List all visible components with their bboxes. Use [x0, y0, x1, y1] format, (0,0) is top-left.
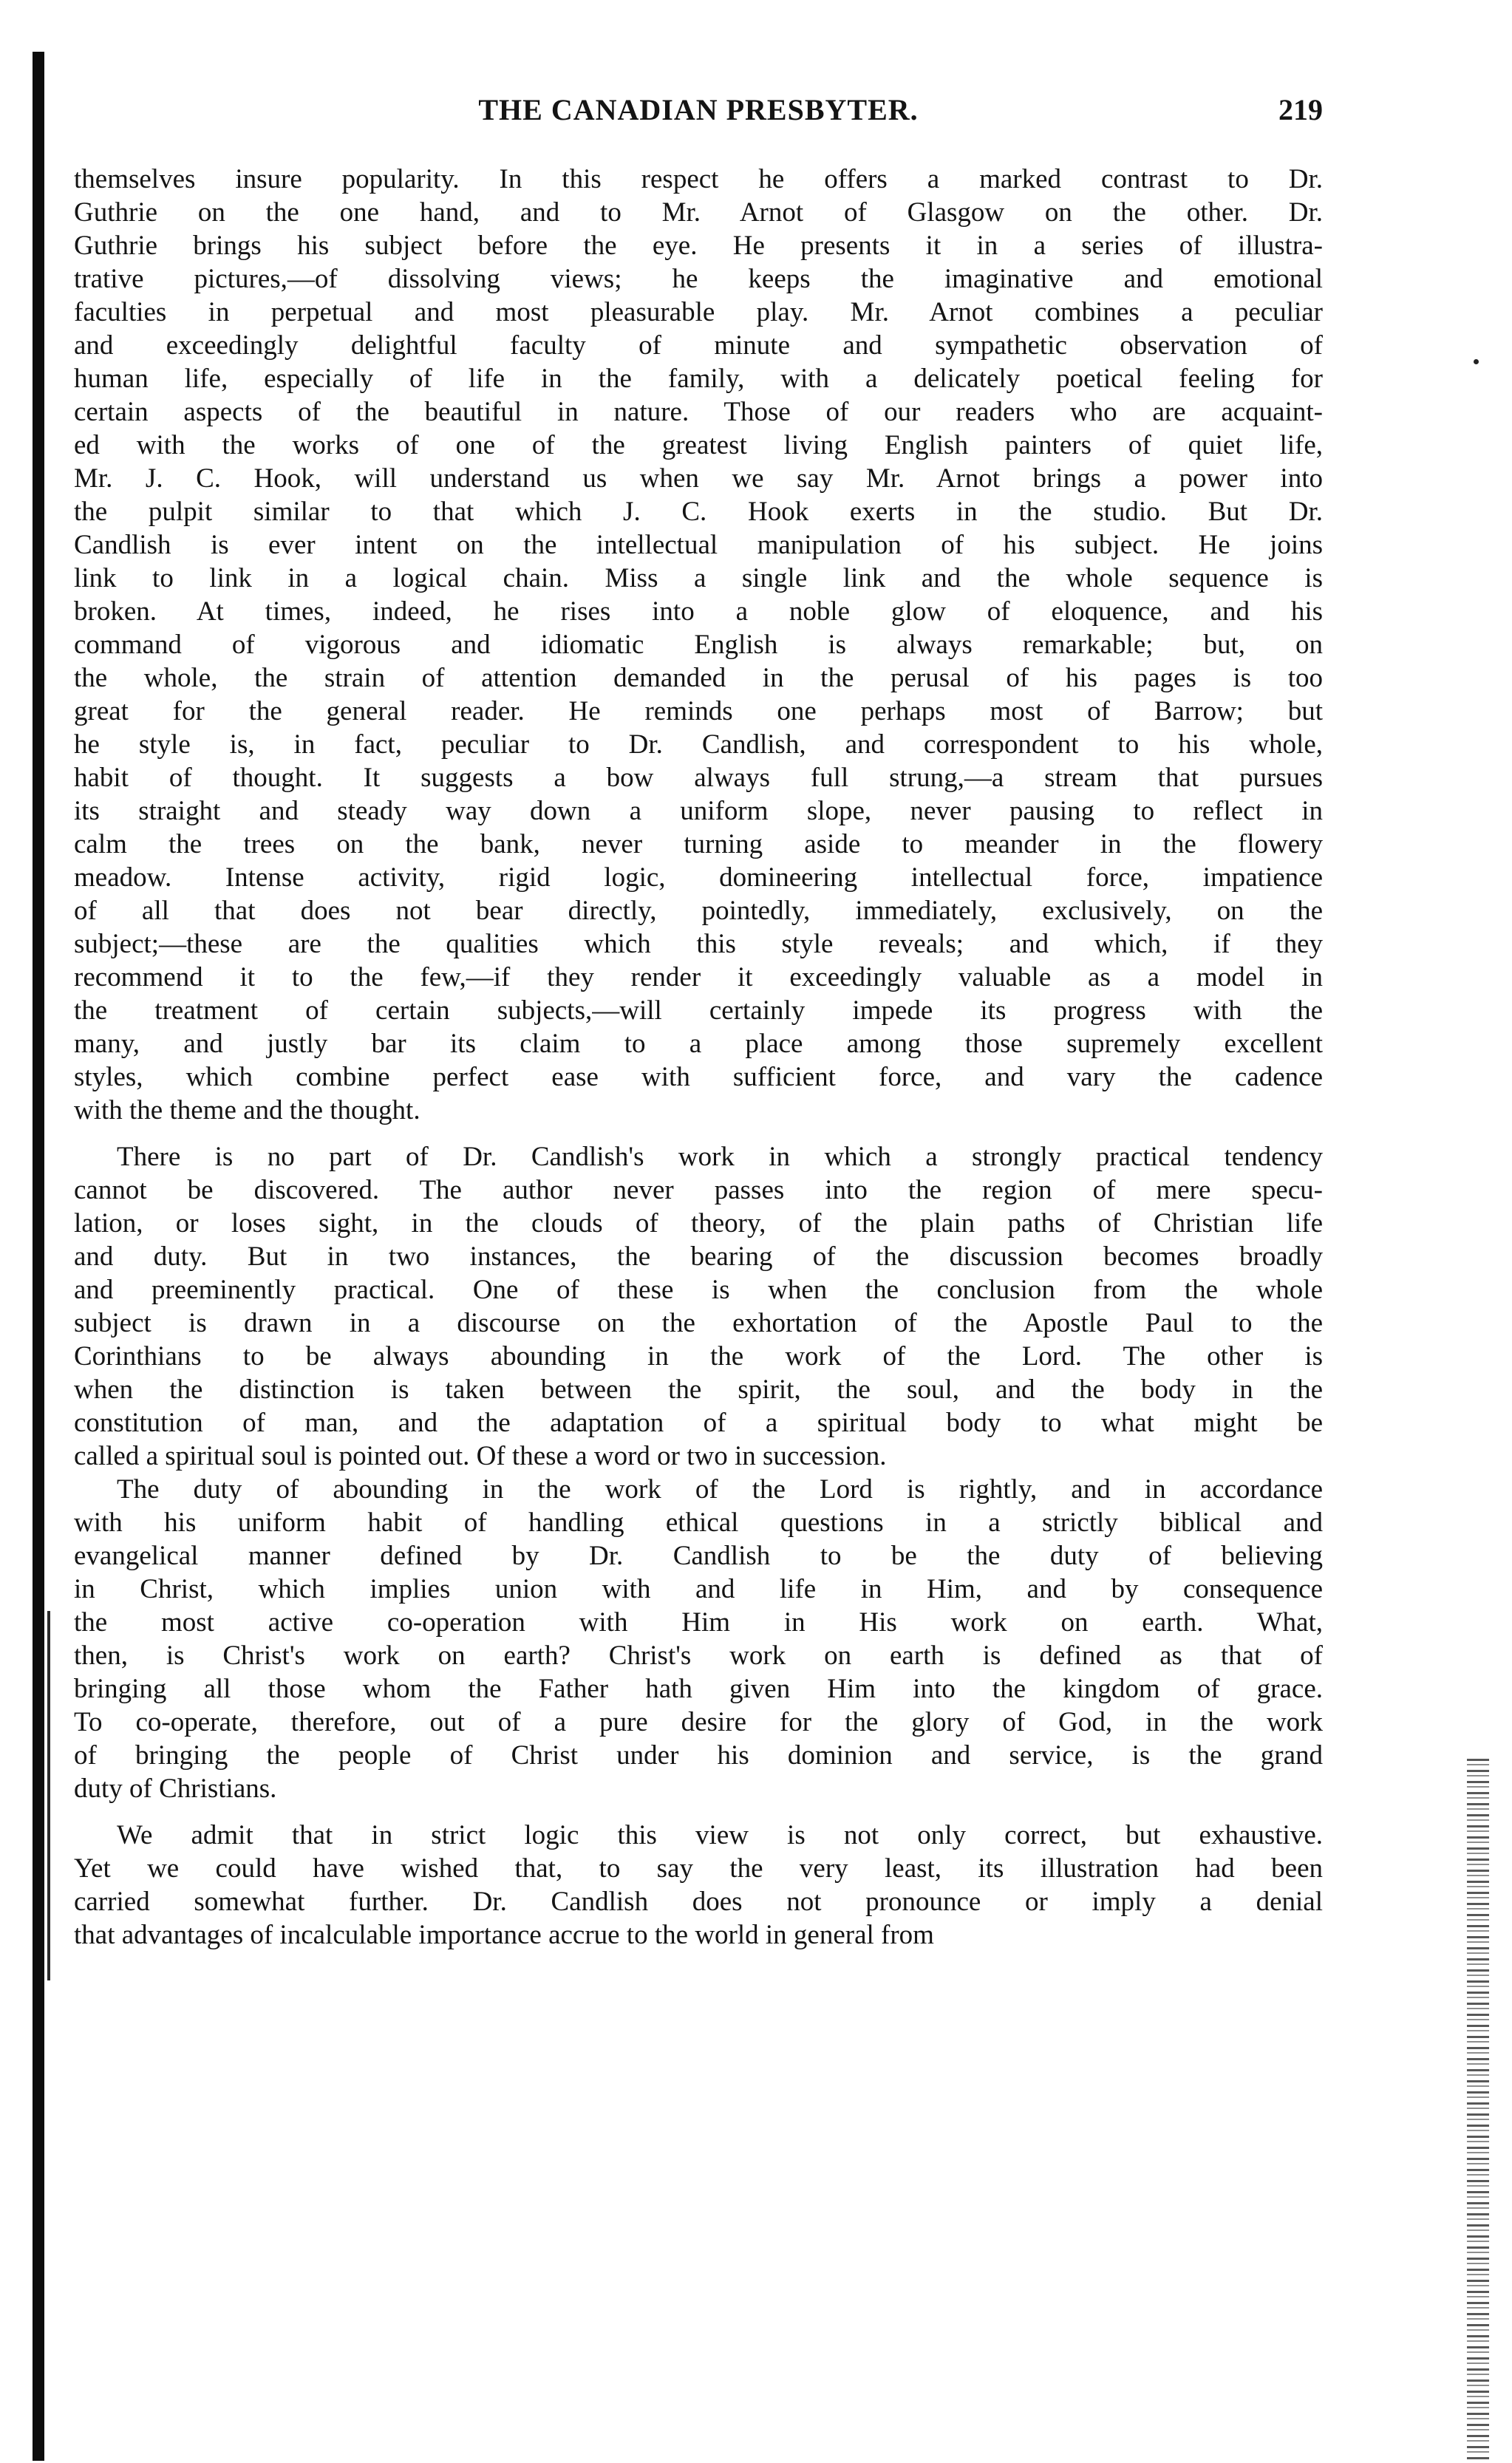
text-line: calm the trees on the bank, never turning aside to meander in the flowery [74, 829, 1323, 859]
paragraph-gap [74, 1805, 1323, 1819]
text-line: faculties in perpetual and most pleasurable play. Mr. Arnot combines a peculiar [74, 297, 1323, 327]
binding-shadow-inner [47, 1611, 50, 1980]
text-line: There is no part of Dr. Candlish's work in which a strongly practical tendency [117, 1142, 1323, 1172]
text-line: The duty of abounding in the work of the Lord is rightly, and in accordance [117, 1474, 1323, 1505]
paragraph [74, 1819, 1323, 1952]
paragraph [74, 1140, 1323, 1473]
running-title: THE CANADIAN PRESBYTER. [478, 93, 919, 126]
text-line: duty of Christians. [74, 1774, 277, 1804]
text-line: the treatment of certain subjects,—will certainly impede its progress with the [74, 995, 1323, 1026]
text-line: and duty. But in two instances, the bearing of the discussion becomes broadly [74, 1241, 1323, 1272]
text-line: that advantages of incalculable importance accrue to the world in general from [74, 1920, 934, 1950]
text-line: then, is Christ's work on earth? Christ's work on earth is defined as that of [74, 1641, 1323, 1671]
text-line: Guthrie brings his subject before the eye. He presents it in a series of illustra- [74, 231, 1323, 261]
text-line: and preeminently practical. One of these is when the conclusion from the whole [74, 1275, 1323, 1305]
binding-shadow [33, 52, 44, 2461]
text-line: many, and justly bar its claim to a place among those supremely excellent [74, 1029, 1323, 1059]
running-head [74, 92, 1323, 137]
text-line: Corinthians to be always abounding in the work of the Lord. The other is [74, 1341, 1323, 1372]
page-number: 219 [1278, 93, 1323, 126]
text-line: cannot be discovered. The author never passes into the region of mere specu- [74, 1175, 1323, 1205]
text-line: To co-operate, therefore, out of a pure desire for the glory of God, in the work [74, 1707, 1323, 1737]
text-line: command of vigorous and idiomatic English is always remarkable; but, on [74, 630, 1323, 660]
text-line: its straight and steady way down a uniform slope, never pausing to reflect in [74, 796, 1323, 826]
paragraph [74, 163, 1323, 1127]
text-line: Candlish is ever intent on the intellectual manipulation of his subject. He joins [74, 530, 1323, 560]
text-line: link to link in a logical chain. Miss a single link and the whole sequence is [74, 563, 1323, 593]
text-line: of all that does not bear directly, pointedly, immediately, exclusively, on the [74, 896, 1323, 926]
text-line: carried somewhat further. Dr. Candlish does not pronounce or imply a denial [74, 1887, 1323, 1917]
text-line: the most active co-operation with Him in His work on earth. What, [74, 1607, 1323, 1638]
text-line: styles, which combine perfect ease with sufficient force, and vary the cadence [74, 1062, 1323, 1092]
text-line: with the theme and the thought. [74, 1095, 420, 1125]
text-line: We admit that in strict logic this view is not only correct, but exhaustive. [117, 1820, 1323, 1850]
margin-mark [1474, 359, 1479, 364]
text-line: Guthrie on the one hand, and to Mr. Arnot of Glasgow on the other. Dr. [74, 197, 1323, 228]
text-line: of bringing the people of Christ under his dominion and service, is the grand [74, 1740, 1323, 1771]
text-line: trative pictures,—of dissolving views; he keeps the imaginative and emotional [74, 264, 1323, 294]
body-text [74, 163, 1323, 1952]
text-line: and exceedingly delightful faculty of minute and sympathetic observation of [74, 330, 1323, 361]
text-line: lation, or loses sight, in the clouds of theory, of the plain paths of Christian life [74, 1208, 1323, 1239]
text-line: ed with the works of one of the greatest living English painters of quiet life, [74, 430, 1323, 460]
text-line: Yet we could have wished that, to say the very least, its illustration had been [74, 1853, 1323, 1884]
text-line: evangelical manner defined by Dr. Candlish to be the duty of believing [74, 1541, 1323, 1571]
paragraph-gap [74, 1127, 1323, 1140]
text-line: in Christ, which implies union with and life in Him, and by consequence [74, 1574, 1323, 1604]
text-line: bringing all those whom the Father hath given Him into the kingdom of grace. [74, 1674, 1323, 1704]
text-line: broken. At times, indeed, he rises into a noble glow of eloquence, and his [74, 596, 1323, 627]
text-line: human life, especially of life in the family, with a delicately poetical feeling for [74, 364, 1323, 394]
text-line: great for the general reader. He reminds one perhaps most of Barrow; but [74, 696, 1323, 726]
text-line: certain aspects of the beautiful in nature. Those of our readers who are acquaint- [74, 397, 1323, 427]
text-line: themselves insure popularity. In this respect he offers a marked contrast to Dr. [74, 164, 1323, 194]
text-line: when the distinction is taken between the spirit, the soul, and the body in the [74, 1374, 1323, 1405]
text-line: subject is drawn in a discourse on the exhortation of the Apostle Paul to the [74, 1308, 1323, 1338]
text-line: he style is, in fact, peculiar to Dr. Candlish, and correspondent to his whole, [74, 729, 1323, 760]
paragraph [74, 1473, 1323, 1805]
text-line: the pulpit similar to that which J. C. Hook exerts in the studio. But Dr. [74, 497, 1323, 527]
text-line: habit of thought. It suggests a bow always full strung,—a stream that pursues [74, 763, 1323, 793]
text-line: constitution of man, and the adaptation of a spiritual body to what might be [74, 1408, 1323, 1438]
text-line: meadow. Intense activity, rigid logic, domineering intellectual force, impatience [74, 862, 1323, 893]
text-line: Mr. J. C. Hook, will understand us when we say Mr. Arnot brings a power into [74, 463, 1323, 494]
text-line: the whole, the strain of attention demanded in the perusal of his pages is too [74, 663, 1323, 693]
margin-scan-noise [1467, 1759, 1489, 2461]
text-line: with his uniform habit of handling ethical questions in a strictly biblical and [74, 1508, 1323, 1538]
text-line: recommend it to the few,—if they render it exceedingly valuable as a model in [74, 962, 1323, 992]
text-line: subject;—these are the qualities which this style reveals; and which, if they [74, 929, 1323, 959]
text-line: called a spiritual soul is pointed out. Of these a word or two in succession. [74, 1441, 887, 1471]
